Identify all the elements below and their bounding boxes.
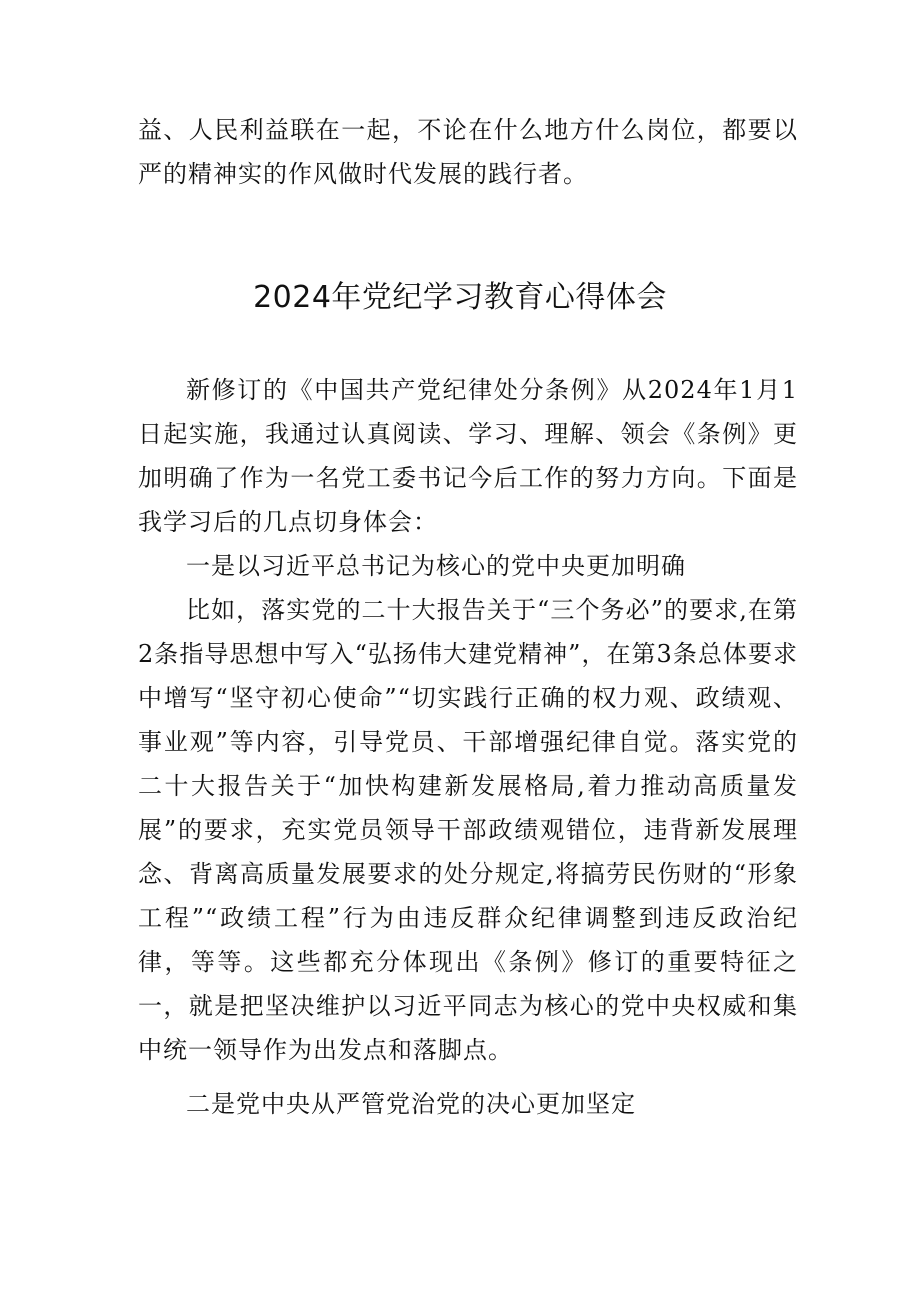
- intro-paragraph: 新修订的《中国共产党纪律处分条例》从2024年1月1日起实施，我通过认真阅读、学习、理解、领会《条例》更加明确了作为一名党工委书记今后工作的努力方向。下面是我学习后的几点切身体会：: [138, 376, 798, 536]
- continuation-paragraph: 益、人民利益联在一起，不论在什么地方什么岗位，都要以严的精神实的作风做时代发展的践行者。: [138, 116, 798, 188]
- point-one-body: 比如，落实党的二十大报告关于“三个务必”的要求,在第2条指导思想中写入“弘扬伟大建党精神”，在第3条总体要求中增写“坚守初心使命”“切实践行正确的权力观、政绩观、事业观”等内容，引导党员、干部增强纪律自觉。落实党的二十大报告关于“加快构建新发展格局,着力推动高质量发展”的要求，充实党员领导干部政绩观错位，违背新发展理念、背离高质量发展要求的处分规定,将搞劳民伤财的“形象工程”“政绩工程”行为由违反群众纪律调整到违反政治纪律，等等。这些都充分体现出《条例》修订的重要特征之一，就是把坚决维护以习近平同志为核心的党中央权威和集中统一领导作为出发点和落脚点。: [138, 596, 798, 1064]
- point-two-heading: 二是党中央从严管党治党的决心更加坚定: [186, 1090, 636, 1118]
- point-one-heading: 一是以习近平总书记为核心的党中央更加明确: [186, 552, 686, 580]
- document-title: 2024年党纪学习教育心得体会: [253, 280, 667, 315]
